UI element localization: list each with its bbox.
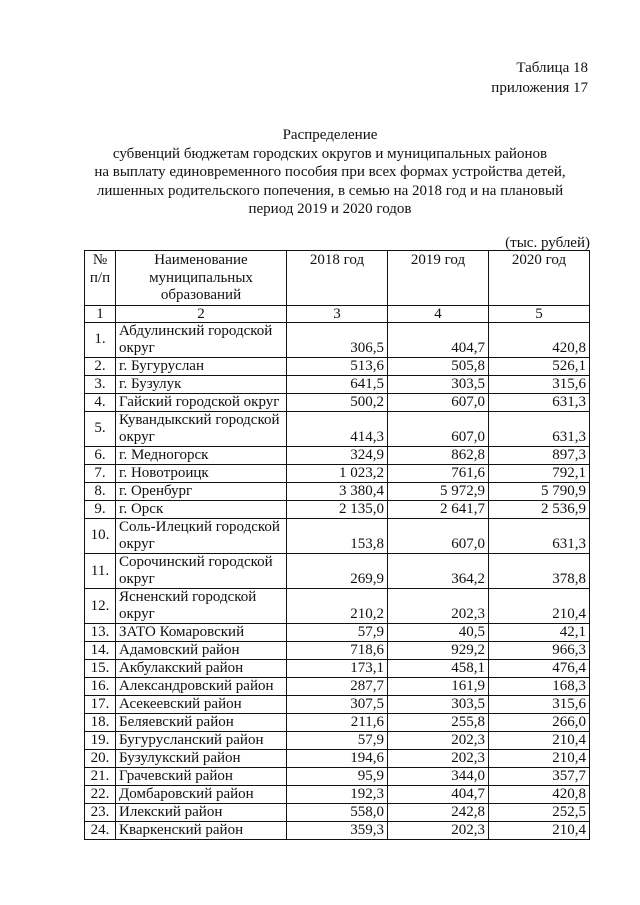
value-2020-cell: 168,3 [489,678,590,696]
value-2020-cell: 315,6 [489,696,590,714]
value-2019-cell: 607,0 [388,393,489,411]
value-2020-cell: 42,1 [489,624,590,642]
row-number-cell: 18. [85,714,116,732]
value-2018-cell: 173,1 [287,660,388,678]
column-number: 1 [85,305,116,322]
value-2020-cell: 631,3 [489,518,590,553]
value-2020-cell: 631,3 [489,393,590,411]
row-number-cell: 23. [85,804,116,822]
value-2020-cell: 266,0 [489,714,590,732]
value-2018-cell: 269,9 [287,554,388,589]
municipality-name-cell: Домбаровский район [116,786,287,804]
value-2020-cell: 210,4 [489,822,590,840]
value-2018-cell: 641,5 [287,375,388,393]
value-2019-cell: 202,3 [388,732,489,750]
table-row [85,678,590,696]
value-2019-cell: 761,6 [388,464,489,482]
table-row [85,642,590,660]
value-2018-cell: 192,3 [287,786,388,804]
header-2019: 2019 год [388,251,489,306]
municipality-name-cell: Беляевский район [116,714,287,732]
table-number-label: Таблица 18 [516,60,588,76]
row-number-cell: 22. [85,786,116,804]
value-2019-cell: 607,0 [388,411,489,446]
value-2020-cell: 420,8 [489,786,590,804]
municipality-name-cell: Бузулукский район [116,750,287,768]
value-2018-cell: 57,9 [287,732,388,750]
title-line-3: на выплату единовременного пособия при всех формах устройства детей, [94,164,566,180]
value-2019-cell: 255,8 [388,714,489,732]
title-line-1: Распределение [282,127,378,143]
value-2020-cell: 378,8 [489,554,590,589]
table-row [85,375,590,393]
municipality-name-cell: Александровский район [116,678,287,696]
municipality-name-cell: ЗАТО Комаровский [116,624,287,642]
table-row [85,624,590,642]
table-header-row [85,251,590,306]
value-2019-cell: 458,1 [388,660,489,678]
value-2019-cell: 5 972,9 [388,482,489,500]
value-2018-cell: 307,5 [287,696,388,714]
value-2020-cell: 966,3 [489,642,590,660]
table-row [85,446,590,464]
table-row [85,750,590,768]
row-number-cell: 10. [85,518,116,553]
value-2018-cell: 3 380,4 [287,482,388,500]
row-number-cell: 3. [85,375,116,393]
value-2019-cell: 303,5 [388,696,489,714]
column-number: 2 [116,305,287,322]
row-number-cell: 8. [85,482,116,500]
value-2019-cell: 364,2 [388,554,489,589]
row-number-cell: 4. [85,393,116,411]
units-note: (тыс. рублей) [505,235,590,251]
row-number-cell: 24. [85,822,116,840]
table-row [85,411,590,446]
value-2020-cell: 252,5 [489,804,590,822]
municipality-name-cell: Абдулинский городской округ [116,322,287,357]
value-2018-cell: 513,6 [287,357,388,375]
value-2019-cell: 344,0 [388,768,489,786]
value-2019-cell: 607,0 [388,518,489,553]
value-2019-cell: 161,9 [388,678,489,696]
table-row [85,822,590,840]
value-2018-cell: 558,0 [287,804,388,822]
header-2020: 2020 год [489,251,590,306]
value-2018-cell: 500,2 [287,393,388,411]
header-num: № п/п [85,251,116,306]
value-2020-cell: 526,1 [489,357,590,375]
column-number-row [85,305,590,322]
value-2019-cell: 303,5 [388,375,489,393]
header-name: Наименование муниципальных образований [116,251,287,306]
municipality-name-cell: Грачевский район [116,768,287,786]
value-2020-cell: 631,3 [489,411,590,446]
municipality-name-cell: г. Бугуруслан [116,357,287,375]
value-2019-cell: 202,3 [388,822,489,840]
value-2019-cell: 505,8 [388,357,489,375]
table-body [85,322,590,840]
value-2018-cell: 306,5 [287,322,388,357]
value-2019-cell: 242,8 [388,804,489,822]
table-row [85,768,590,786]
header-2018: 2018 год [287,251,388,306]
title-line-4: лишенных родительского попечения, в семью на 2018 год и на плановый [96,182,564,199]
value-2018-cell: 324,9 [287,446,388,464]
row-number-cell: 9. [85,500,116,518]
municipality-name-cell: Соль-Илецкий городской округ [116,518,287,553]
table-row [85,589,590,624]
value-2019-cell: 2 641,7 [388,500,489,518]
row-number-cell: 14. [85,642,116,660]
municipality-name-cell: Акбулакский район [116,660,287,678]
table-row [85,357,590,375]
municipality-name-cell: Бугурусланский район [116,732,287,750]
row-number-cell: 17. [85,696,116,714]
value-2019-cell: 404,7 [388,322,489,357]
value-2020-cell: 210,4 [489,589,590,624]
table-row [85,554,590,589]
title-line-2: субвенций бюджетам городских округов и муниципальных районов [112,145,548,162]
row-number-cell: 1. [85,322,116,357]
column-number: 5 [489,305,590,322]
value-2020-cell: 210,4 [489,732,590,750]
municipality-name-cell: г. Новотроицк [116,464,287,482]
value-2018-cell: 95,9 [287,768,388,786]
table-row [85,500,590,518]
table-row [85,518,590,553]
value-2018-cell: 414,3 [287,411,388,446]
value-2018-cell: 718,6 [287,642,388,660]
row-number-cell: 5. [85,411,116,446]
row-number-cell: 11. [85,554,116,589]
appendix-label: приложения 17 [491,80,588,96]
value-2020-cell: 897,3 [489,446,590,464]
municipality-name-cell: Асекеевский район [116,696,287,714]
value-2018-cell: 210,2 [287,589,388,624]
value-2018-cell: 1 023,2 [287,464,388,482]
municipality-name-cell: г. Медногорск [116,446,287,464]
municipality-name-cell: Адамовский район [116,642,287,660]
table-row [85,786,590,804]
column-number: 3 [287,305,388,322]
value-2020-cell: 792,1 [489,464,590,482]
value-2019-cell: 202,3 [388,750,489,768]
row-number-cell: 20. [85,750,116,768]
value-2018-cell: 57,9 [287,624,388,642]
municipality-name-cell: Гайский городской округ [116,393,287,411]
municipality-name-cell: Кваркенский район [116,822,287,840]
value-2019-cell: 40,5 [388,624,489,642]
municipality-name-cell: Кувандыкский городской округ [116,411,287,446]
table-row [85,696,590,714]
table-row [85,660,590,678]
column-number: 4 [388,305,489,322]
value-2018-cell: 2 135,0 [287,500,388,518]
value-2018-cell: 194,6 [287,750,388,768]
municipality-name-cell: г. Орск [116,500,287,518]
table-row [85,714,590,732]
row-number-cell: 21. [85,768,116,786]
table-row [85,464,590,482]
value-2020-cell: 210,4 [489,750,590,768]
value-2020-cell: 420,8 [489,322,590,357]
value-2018-cell: 359,3 [287,822,388,840]
table-row [85,732,590,750]
table-row [85,804,590,822]
municipality-name-cell: Сорочинский городской округ [116,554,287,589]
title-line-5: период 2019 и 2020 годов [248,201,412,217]
value-2020-cell: 357,7 [489,768,590,786]
document-title [60,126,600,219]
value-2020-cell: 2 536,9 [489,500,590,518]
municipality-name-cell: Ясненский городской округ [116,589,287,624]
table-row [85,393,590,411]
value-2020-cell: 5 790,9 [489,482,590,500]
row-number-cell: 13. [85,624,116,642]
row-number-cell: 12. [85,589,116,624]
row-number-cell: 7. [85,464,116,482]
value-2020-cell: 315,6 [489,375,590,393]
municipality-name-cell: г. Бузулук [116,375,287,393]
value-2018-cell: 287,7 [287,678,388,696]
value-2019-cell: 929,2 [388,642,489,660]
table-number-caption [491,58,588,98]
row-number-cell: 2. [85,357,116,375]
value-2018-cell: 211,6 [287,714,388,732]
row-number-cell: 19. [85,732,116,750]
value-2019-cell: 862,8 [388,446,489,464]
value-2018-cell: 153,8 [287,518,388,553]
table-row [85,322,590,357]
subsidy-table [84,250,590,840]
value-2020-cell: 476,4 [489,660,590,678]
value-2019-cell: 404,7 [388,786,489,804]
row-number-cell: 16. [85,678,116,696]
row-number-cell: 6. [85,446,116,464]
value-2019-cell: 202,3 [388,589,489,624]
row-number-cell: 15. [85,660,116,678]
municipality-name-cell: Илекский район [116,804,287,822]
table-row [85,482,590,500]
municipality-name-cell: г. Оренбург [116,482,287,500]
